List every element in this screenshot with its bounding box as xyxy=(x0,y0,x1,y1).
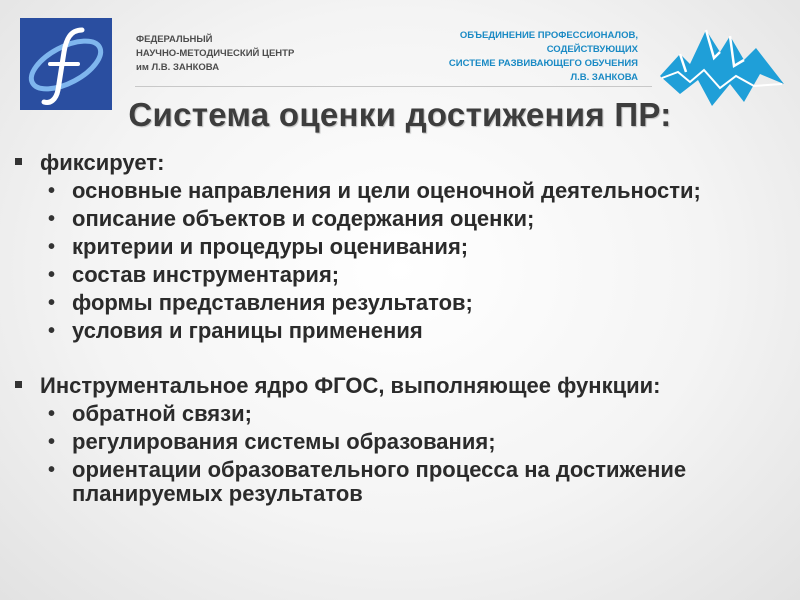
list-item xyxy=(14,235,784,259)
list-item-text: критерии и процедуры оценивания; xyxy=(72,234,469,259)
list-item xyxy=(14,291,784,315)
list-item-text: описание объектов и содержания оценки; xyxy=(72,206,535,231)
section-heading-text: Инструментальное ядро ФГОС, выполняющее функции: xyxy=(40,373,661,398)
bullet-list xyxy=(14,179,784,343)
bullet-dot-icon: • xyxy=(48,403,56,425)
slide-title: Система оценки достижения ПР: xyxy=(128,96,672,133)
section-heading-text: фиксирует: xyxy=(40,150,165,175)
bullet-dot-icon: • xyxy=(48,431,56,453)
section-heading xyxy=(14,373,784,398)
list-item-text: состав инструментария; xyxy=(72,262,340,287)
org-right-line: СИСТЕМЕ РАЗВИВАЮЩЕГО ОБУЧЕНИЯ xyxy=(448,58,638,69)
list-item xyxy=(14,207,784,231)
list-item xyxy=(14,430,784,454)
association-name xyxy=(378,29,638,85)
header-divider xyxy=(135,86,652,87)
list-item-text: основные направления и цели оценочной деятельности; xyxy=(72,178,701,203)
list-item xyxy=(14,402,784,426)
list-item xyxy=(14,319,784,343)
bullet-dot-icon: • xyxy=(48,459,56,481)
list-item xyxy=(14,458,784,506)
list-item-text: обратной связи; xyxy=(72,401,252,426)
section-heading xyxy=(14,150,784,175)
list-item-text: условия и границы применения xyxy=(72,318,423,343)
square-bullet-icon xyxy=(15,158,22,165)
list-item-text: регулирования системы образования; xyxy=(72,429,496,454)
bullet-dot-icon: • xyxy=(48,292,56,314)
org-right-line: Л.В. ЗАНКОВА xyxy=(570,72,638,83)
square-bullet-icon xyxy=(15,381,22,388)
bullet-dot-icon: • xyxy=(48,320,56,342)
org-right-line: ОБЪЕДИНЕНИЕ ПРОФЕССИОНАЛОВ, xyxy=(459,30,638,41)
org-right-line: СОДЕЙСТВУЮЩИХ xyxy=(546,44,638,55)
federal-center-name xyxy=(136,33,356,75)
org-left-line: НАУЧНО-МЕТОДИЧЕСКИЙ ЦЕНТР xyxy=(136,48,295,59)
bullet-list xyxy=(14,402,784,506)
org-left-line: ФЕДЕРАЛЬНЫЙ xyxy=(136,34,213,45)
bullet-dot-icon: • xyxy=(48,264,56,286)
bullet-dot-icon: • xyxy=(48,180,56,202)
list-item-text: ориентации образовательного процесса на достижение планируемых результатов xyxy=(72,457,687,506)
org-left-line: им Л.В. ЗАНКОВА xyxy=(136,62,220,73)
list-item-text: формы представления результатов; xyxy=(72,290,473,315)
section-core xyxy=(14,373,784,506)
logo-right-mountains xyxy=(660,30,784,106)
bullet-dot-icon: • xyxy=(48,236,56,258)
bullet-dot-icon: • xyxy=(48,208,56,230)
slide-content xyxy=(14,150,784,506)
association-logo xyxy=(658,14,788,109)
list-item xyxy=(14,179,784,203)
list-item xyxy=(14,263,784,287)
section-fixes xyxy=(14,150,784,343)
